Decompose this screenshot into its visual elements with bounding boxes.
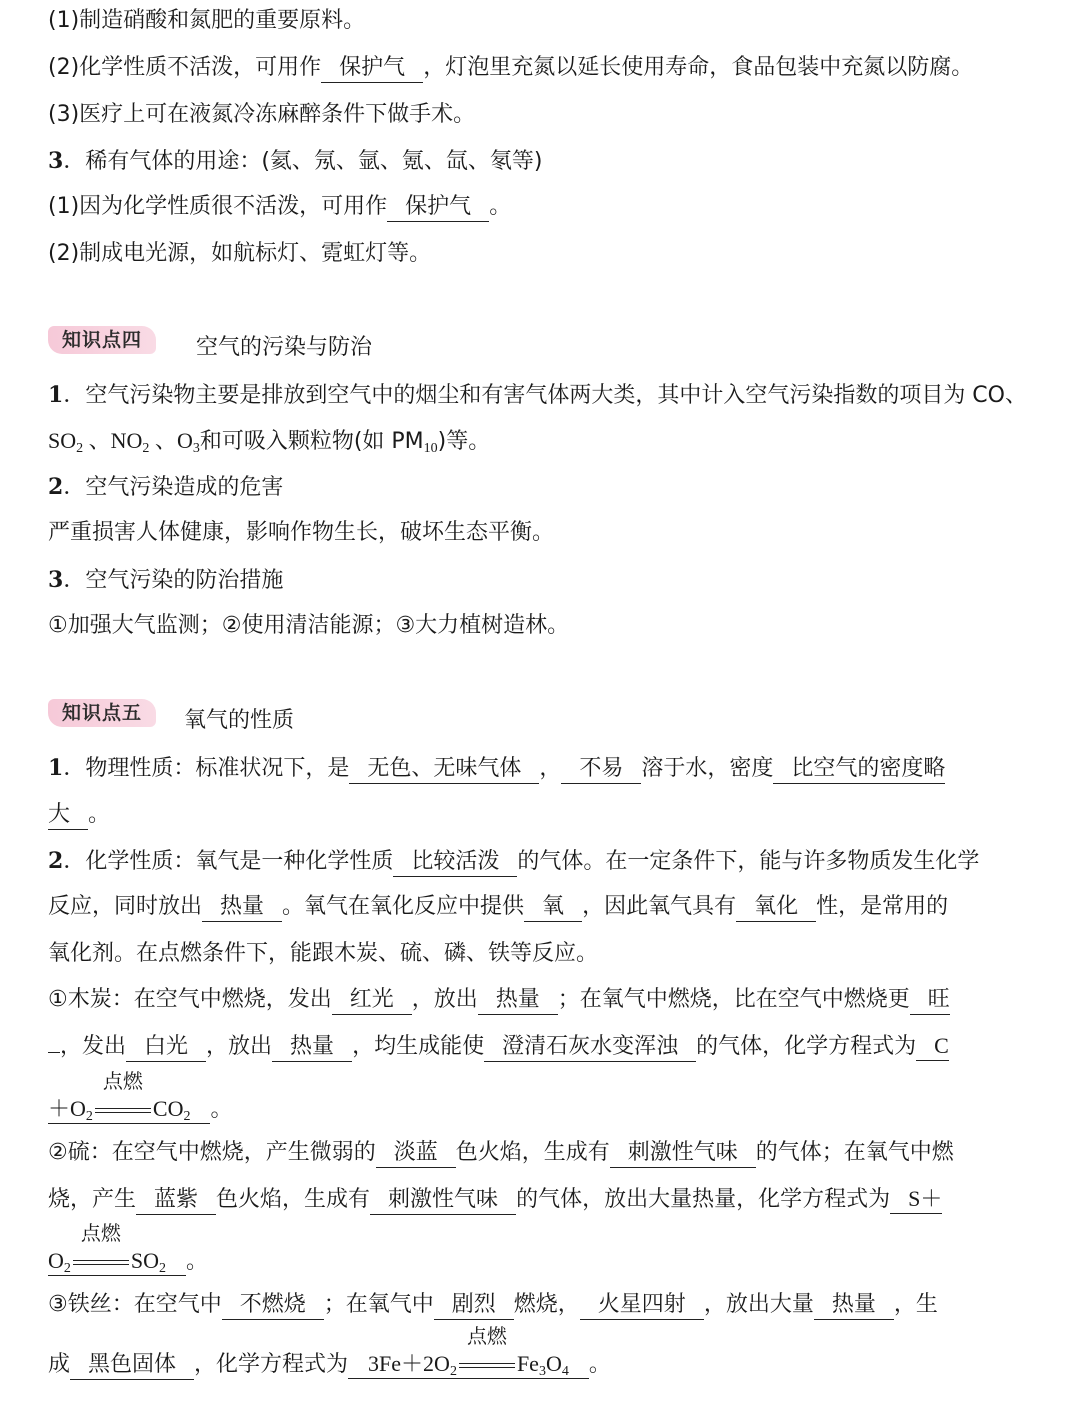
answer-blank: 热量 xyxy=(814,1291,894,1320)
line-item: 3．稀有气体的用途：(氦、氖、氩、氪、氙、氡等) xyxy=(48,148,543,174)
answer-blank: 澄清石灰水变浑浊 xyxy=(484,1033,696,1062)
answer-blank: S＋ xyxy=(890,1185,942,1214)
chemical-equation: $O_2$ 点燃 $SO_2$ 。 xyxy=(48,1221,209,1276)
line-item: 氧化剂。在点燃条件下，能跟木炭、硫、磷、铁等反应。 xyxy=(48,941,599,966)
chemical-equation: $3Fe+2O_2$ 点燃 $Fe_3O_4$ xyxy=(348,1350,589,1379)
line-item: 成 黑色固体 ，化学方程式为 $3Fe+2O_2$ 点燃 $Fe_3O_4$ 。 xyxy=(48,1324,611,1379)
answer-blank: 保护气 xyxy=(387,193,489,222)
answer-blank xyxy=(48,1052,60,1053)
answer-blank: 不易 xyxy=(561,755,641,784)
line-item: (1)因为化学性质很不活泼，可用作 保护气 。 xyxy=(48,192,1046,222)
answer-blank: 氧化 xyxy=(736,893,816,922)
line-item: 大 。 xyxy=(48,800,1046,830)
answer-blank: 热量 xyxy=(478,986,558,1015)
line-item: 3．空气污染的防治措施 xyxy=(48,567,284,593)
answer-blank: 火星四射 xyxy=(580,1291,704,1320)
answer-blank: 热量 xyxy=(272,1033,352,1062)
line-item: (2)化学性质不活泼，可用作 保护气 ，灯泡里充氮以延长使用寿命，食品包装中充氮以防腐。 xyxy=(48,53,1046,83)
section-title: 氧气的性质 xyxy=(184,708,295,733)
answer-blank: 大 xyxy=(48,801,88,830)
line-item: ①木炭：在空气中燃烧，发出 红光 ，放出 热量 ；在氧气中燃烧，比在空气中燃烧更 旺 xyxy=(48,985,1046,1015)
chemical-equation: $+O_2$ 点燃 $CO_2$ 。 xyxy=(48,1069,233,1124)
line-item: 2．化学性质：氧气是一种化学性质 比较活泼 的气体。在一定条件下，能与许多物质发生化学 xyxy=(48,846,1046,877)
answer-blank: 比空气的密度略 xyxy=(773,755,945,784)
answer-blank: C xyxy=(916,1032,949,1061)
line-item: ①加强大气监测；②使用清洁能源；③大力植树造林。 xyxy=(48,613,570,638)
answer-blank: 黑色固体 xyxy=(70,1351,194,1380)
section-badge: 知识点五 xyxy=(48,699,156,727)
line-item: 反应，同时放出 热量 。氧气在氧化反应中提供 氧 ，因此氧气具有 氧化 性，是常用的 xyxy=(48,892,1046,922)
answer-blank: 比较活泼 xyxy=(393,848,517,877)
section-title: 空气的污染与防治 xyxy=(196,335,373,360)
line-item: 烧，产生 蓝紫 色火焰，生成有 刺激性气味 的气体，放出大量热量，化学方程式为 S＋ xyxy=(48,1185,1046,1215)
answer-blank: 淡蓝 xyxy=(376,1139,456,1168)
line-item: 2．空气污染造成的危害 xyxy=(48,474,284,500)
line-item: $SO_2$ 、$NO_2$ 、$O_3$和可吸入颗粒物(如 $PM_{10}$)等。 xyxy=(48,428,491,456)
answer-blank: 红光 xyxy=(332,986,412,1015)
line-item: (3)医疗上可在液氮冷冻麻醉条件下做手术。 xyxy=(48,102,476,127)
line-item: ②硫：在空气中燃烧，产生微弱的 淡蓝 色火焰，生成有 刺激性气味 的气体；在氧气中燃 xyxy=(48,1138,1046,1168)
answer-blank: 剧烈 xyxy=(434,1291,514,1320)
answer-blank: 刺激性气味 xyxy=(610,1139,756,1168)
answer-blank: 蓝紫 xyxy=(136,1186,216,1215)
line-item: (2)制成电光源，如航标灯、霓虹灯等。 xyxy=(48,241,432,266)
line-item: (1)制造硝酸和氮肥的重要原料。 xyxy=(48,8,366,33)
line-item: 1．空气污染物主要是排放到空气中的烟尘和有害气体两大类，其中计入空气污染指数的项目为 CO、 xyxy=(48,382,1027,408)
answer-blank: 氧 xyxy=(524,893,582,922)
line-item: ③铁丝：在空气中 不燃烧 ；在氧气中 剧烈 燃烧， 火星四射 ，放出大量 热量 ，生 xyxy=(48,1290,1046,1320)
answer-blank: 无色、无味气体 xyxy=(349,755,539,784)
line-item: 严重损害人体健康，影响作物生长，破坏生态平衡。 xyxy=(48,520,555,545)
answer-blank: 热量 xyxy=(202,893,282,922)
section-badge: 知识点四 xyxy=(48,326,156,354)
answer-blank: 白光 xyxy=(126,1033,206,1062)
answer-blank: 保护气 xyxy=(321,54,423,83)
answer-blank: 旺 xyxy=(910,986,950,1015)
line-item: 1．物理性质：标准状况下，是 无色、无味气体 ， 不易 溶于水，密度 比空气的密度略 xyxy=(48,753,1046,784)
answer-blank: 不燃烧 xyxy=(222,1291,324,1320)
answer-blank: 刺激性气味 xyxy=(370,1186,516,1215)
line-item: ，发出 白光 ，放出 热量 ，均生成能使 澄清石灰水变浑浊 的气体，化学方程式为 C xyxy=(48,1032,1046,1062)
